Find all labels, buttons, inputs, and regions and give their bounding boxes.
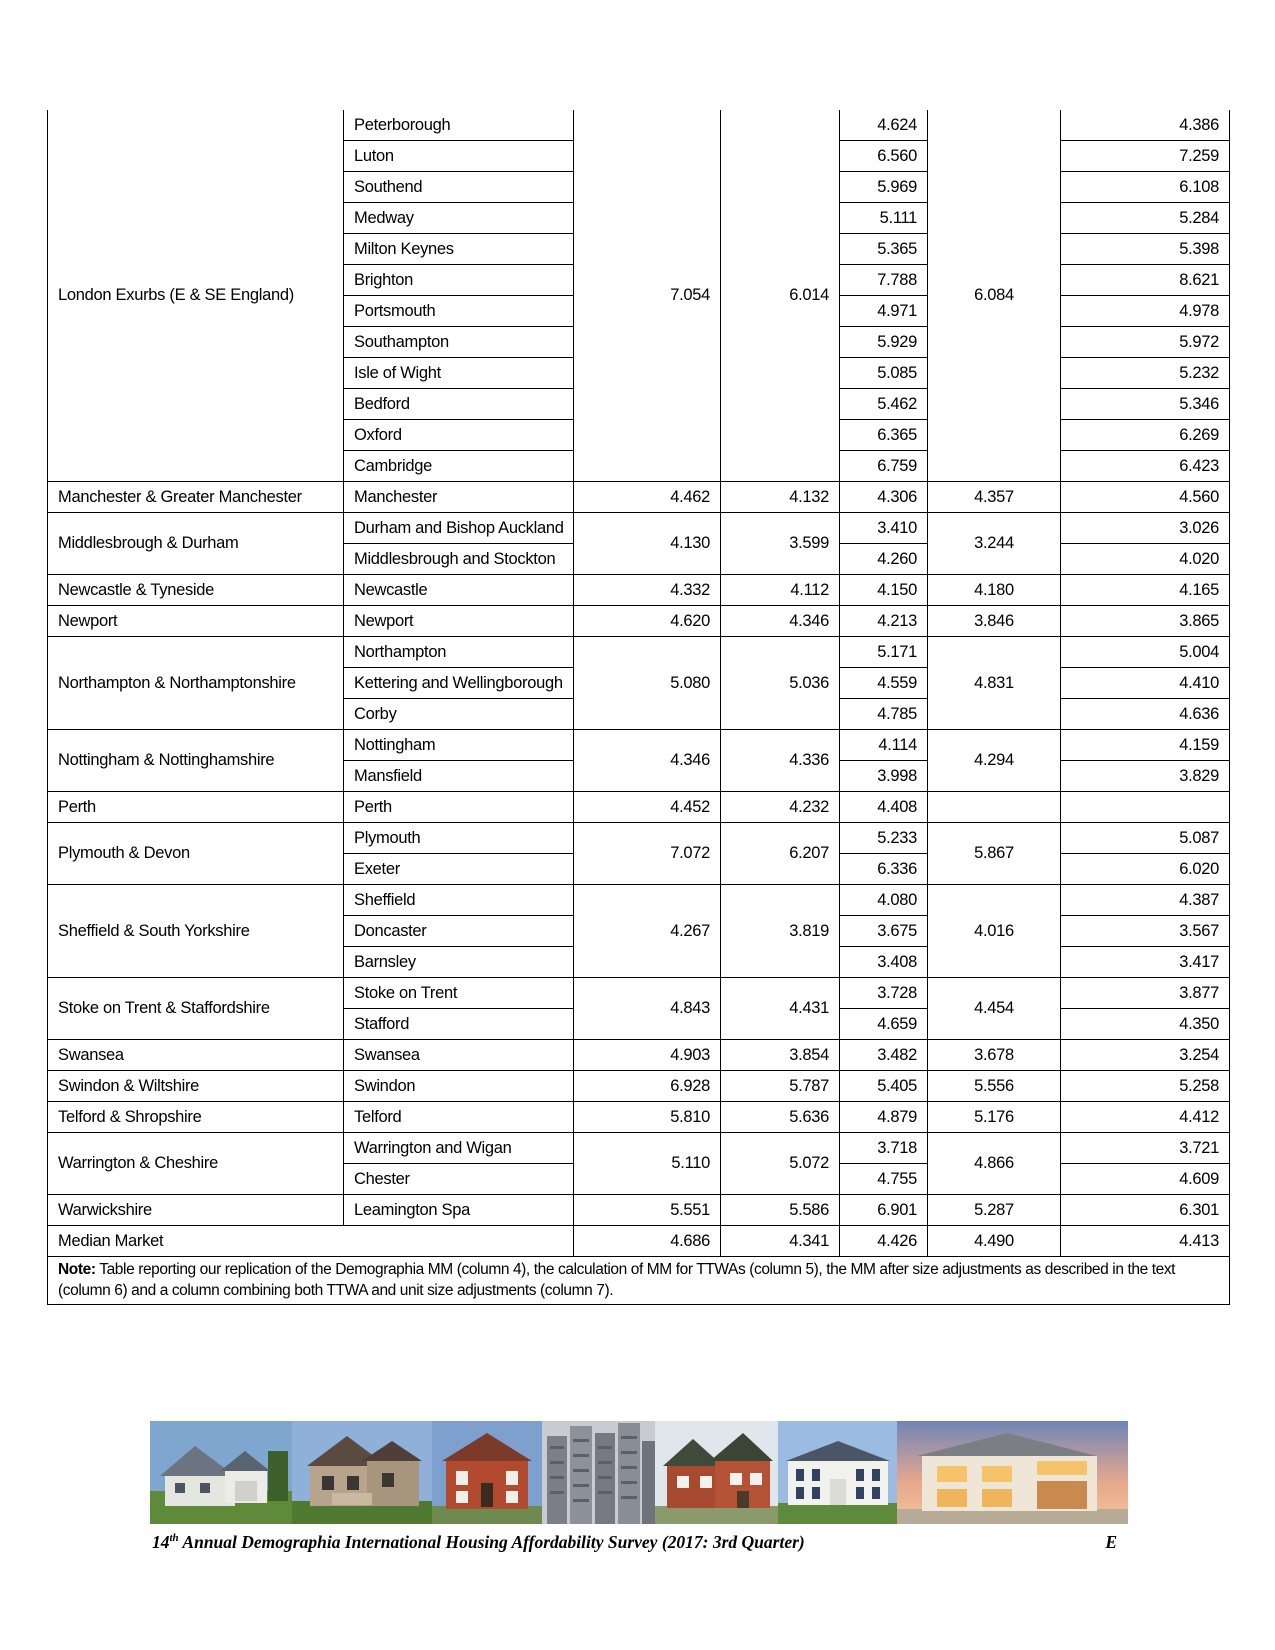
market-name-cell: Middlesbrough and Stockton (344, 544, 574, 575)
combined-adjusted-mm-cell: 4.386 (1061, 110, 1230, 141)
demographia-mm-cell: 6.928 (574, 1071, 721, 1102)
market-mm-cell: 6.336 (840, 854, 928, 885)
market-name-cell: Leamington Spa (344, 1195, 574, 1226)
ttwa-mm-cell: 3.599 (721, 513, 840, 575)
ttwa-mm-cell: 5.787 (721, 1071, 840, 1102)
market-mm-cell: 4.624 (840, 110, 928, 141)
market-mm-cell: 4.785 (840, 699, 928, 730)
table-row (48, 885, 1230, 916)
ttwa-mm-cell: 3.819 (721, 885, 840, 978)
demographia-mm-cell: 5.810 (574, 1102, 721, 1133)
demographia-mm-cell: 5.080 (574, 637, 721, 730)
market-name-cell: Kettering and Wellingborough (344, 668, 574, 699)
footer-survey-title (152, 1532, 805, 1553)
house-photo-stone-mansion (292, 1421, 432, 1524)
market-mm-cell: 6.759 (840, 451, 928, 482)
size-adjusted-mm-cell: 5.287 (928, 1195, 1061, 1226)
demographia-mm-cell: 4.332 (574, 575, 721, 606)
house-photo-brick-gables (655, 1421, 778, 1524)
table-row (48, 1040, 1230, 1071)
page-number: E (1105, 1532, 1117, 1552)
region-cell: Swindon & Wiltshire (48, 1071, 344, 1102)
table-row (48, 1102, 1230, 1133)
market-name-cell: Medway (344, 203, 574, 234)
market-name-cell: Mansfield (344, 761, 574, 792)
region-cell: Manchester & Greater Manchester (48, 482, 344, 513)
market-name-cell: Perth (344, 792, 574, 823)
market-name-cell: Durham and Bishop Auckland (344, 513, 574, 544)
combined-adjusted-mm-cell: 6.301 (1061, 1195, 1230, 1226)
combined-adjusted-mm-cell: 5.284 (1061, 203, 1230, 234)
table-row (48, 1133, 1230, 1164)
median-multiple-table (47, 110, 1230, 1305)
house-photo-apartment-towers (542, 1421, 655, 1524)
demographia-mm-cell: 5.110 (574, 1133, 721, 1195)
region-cell: Northampton & Northamptonshire (48, 637, 344, 730)
footer-title-text: Annual Demographia International Housing Affordability Survey (2017: 3rd Quarter) (178, 1532, 805, 1552)
size-adjusted-mm-cell: 3.678 (928, 1040, 1061, 1071)
ttwa-mm-cell: 5.072 (721, 1133, 840, 1195)
ttwa-mm-cell: 4.336 (721, 730, 840, 792)
combined-adjusted-mm-cell: 4.159 (1061, 730, 1230, 761)
market-name-cell: Isle of Wight (344, 358, 574, 389)
ttwa-mm-cell: 4.132 (721, 482, 840, 513)
market-name-cell: Milton Keynes (344, 234, 574, 265)
combined-adjusted-mm-cell: 3.567 (1061, 916, 1230, 947)
combined-adjusted-mm-cell: 5.398 (1061, 234, 1230, 265)
footer-title-number: 14 (152, 1532, 170, 1552)
table-row (48, 575, 1230, 606)
market-name-cell: Oxford (344, 420, 574, 451)
ttwa-mm-cell: 4.431 (721, 978, 840, 1040)
median-ttwa-cell: 4.341 (721, 1226, 840, 1257)
market-name-cell: Stafford (344, 1009, 574, 1040)
combined-adjusted-mm-cell (1061, 792, 1230, 823)
region-cell: Telford & Shropshire (48, 1102, 344, 1133)
region-cell: Warwickshire (48, 1195, 344, 1226)
region-cell: Middlesbrough & Durham (48, 513, 344, 575)
region-cell: Perth (48, 792, 344, 823)
market-mm-cell: 4.080 (840, 885, 928, 916)
size-adjusted-mm-cell: 3.244 (928, 513, 1061, 575)
region-cell: Stoke on Trent & Staffordshire (48, 978, 344, 1040)
market-mm-cell: 5.462 (840, 389, 928, 420)
house-photo-suburban (150, 1421, 292, 1524)
page-footer (152, 1532, 1117, 1558)
market-mm-cell: 5.929 (840, 327, 928, 358)
combined-adjusted-mm-cell: 6.108 (1061, 172, 1230, 203)
ttwa-mm-cell: 4.346 (721, 606, 840, 637)
table-note (48, 1257, 1230, 1305)
region-cell: London Exurbs (E & SE England) (48, 110, 344, 482)
table-row (48, 110, 1230, 141)
market-name-cell: Peterborough (344, 110, 574, 141)
market-name-cell: Manchester (344, 482, 574, 513)
market-mm-cell: 3.998 (840, 761, 928, 792)
size-adjusted-mm-cell: 4.866 (928, 1133, 1061, 1195)
combined-adjusted-mm-cell: 3.721 (1061, 1133, 1230, 1164)
market-name-cell: Southend (344, 172, 574, 203)
market-name-cell: Exeter (344, 854, 574, 885)
region-cell: Swansea (48, 1040, 344, 1071)
combined-adjusted-mm-cell: 7.259 (1061, 141, 1230, 172)
table-row (48, 823, 1230, 854)
region-cell: Warrington & Cheshire (48, 1133, 344, 1195)
market-name-cell: Swansea (344, 1040, 574, 1071)
market-name-cell: Stoke on Trent (344, 978, 574, 1009)
size-adjusted-mm-cell: 6.084 (928, 110, 1061, 482)
size-adjusted-mm-cell: 4.294 (928, 730, 1061, 792)
table-row (48, 978, 1230, 1009)
combined-adjusted-mm-cell: 3.829 (1061, 761, 1230, 792)
market-name-cell: Sheffield (344, 885, 574, 916)
market-name-cell: Plymouth (344, 823, 574, 854)
combined-adjusted-mm-cell: 8.621 (1061, 265, 1230, 296)
median-demographia-cell: 4.686 (574, 1226, 721, 1257)
demographia-mm-cell: 4.452 (574, 792, 721, 823)
region-cell: Newport (48, 606, 344, 637)
market-name-cell: Brighton (344, 265, 574, 296)
ttwa-mm-cell: 5.586 (721, 1195, 840, 1226)
size-adjusted-mm-cell: 4.454 (928, 978, 1061, 1040)
combined-adjusted-mm-cell: 6.423 (1061, 451, 1230, 482)
market-mm-cell: 5.111 (840, 203, 928, 234)
market-mm-cell: 4.213 (840, 606, 928, 637)
combined-adjusted-mm-cell: 4.165 (1061, 575, 1230, 606)
market-name-cell: Corby (344, 699, 574, 730)
market-mm-cell: 5.171 (840, 637, 928, 668)
house-photo-banner (150, 1421, 1128, 1524)
combined-adjusted-mm-cell: 3.877 (1061, 978, 1230, 1009)
combined-adjusted-mm-cell: 5.346 (1061, 389, 1230, 420)
market-name-cell: Portsmouth (344, 296, 574, 327)
market-mm-cell: 4.879 (840, 1102, 928, 1133)
ttwa-mm-cell: 5.036 (721, 637, 840, 730)
market-name-cell: Swindon (344, 1071, 574, 1102)
demographia-mm-cell: 5.551 (574, 1195, 721, 1226)
market-name-cell: Barnsley (344, 947, 574, 978)
market-mm-cell: 6.901 (840, 1195, 928, 1226)
table-row (48, 1195, 1230, 1226)
market-mm-cell: 3.718 (840, 1133, 928, 1164)
market-name-cell: Bedford (344, 389, 574, 420)
demographia-mm-cell: 7.054 (574, 110, 721, 482)
size-adjusted-mm-cell: 5.176 (928, 1102, 1061, 1133)
note-label: Note: (58, 1261, 96, 1278)
market-mm-cell: 3.410 (840, 513, 928, 544)
combined-adjusted-mm-cell: 4.387 (1061, 885, 1230, 916)
median-market-cell: 4.426 (840, 1226, 928, 1257)
ttwa-mm-cell: 4.232 (721, 792, 840, 823)
ttwa-mm-cell: 5.636 (721, 1102, 840, 1133)
demographia-mm-cell: 4.346 (574, 730, 721, 792)
table-row (48, 482, 1230, 513)
market-mm-cell: 5.085 (840, 358, 928, 389)
table-row (48, 637, 1230, 668)
combined-adjusted-mm-cell: 4.636 (1061, 699, 1230, 730)
combined-adjusted-mm-cell: 5.258 (1061, 1071, 1230, 1102)
size-adjusted-mm-cell (928, 792, 1061, 823)
combined-adjusted-mm-cell: 3.254 (1061, 1040, 1230, 1071)
combined-adjusted-mm-cell: 6.020 (1061, 854, 1230, 885)
median-size-adjusted-cell: 4.490 (928, 1226, 1061, 1257)
region-cell: Newcastle & Tyneside (48, 575, 344, 606)
demographia-mm-cell: 4.130 (574, 513, 721, 575)
combined-adjusted-mm-cell: 5.004 (1061, 637, 1230, 668)
note-row (48, 1257, 1230, 1305)
market-mm-cell: 4.260 (840, 544, 928, 575)
table-row (48, 513, 1230, 544)
ttwa-mm-cell: 4.112 (721, 575, 840, 606)
demographia-mm-cell: 4.267 (574, 885, 721, 978)
house-photo-modern-dusk (897, 1421, 1128, 1524)
affordability-table-container (47, 110, 1229, 1305)
size-adjusted-mm-cell: 5.867 (928, 823, 1061, 885)
market-mm-cell: 4.559 (840, 668, 928, 699)
combined-adjusted-mm-cell: 4.410 (1061, 668, 1230, 699)
median-row (48, 1226, 1230, 1257)
table-row (48, 792, 1230, 823)
size-adjusted-mm-cell: 4.831 (928, 637, 1061, 730)
combined-adjusted-mm-cell: 6.269 (1061, 420, 1230, 451)
market-mm-cell: 7.788 (840, 265, 928, 296)
size-adjusted-mm-cell: 4.357 (928, 482, 1061, 513)
market-name-cell: Chester (344, 1164, 574, 1195)
market-name-cell: Southampton (344, 327, 574, 358)
region-cell: Plymouth & Devon (48, 823, 344, 885)
market-mm-cell: 4.659 (840, 1009, 928, 1040)
market-mm-cell: 3.728 (840, 978, 928, 1009)
ttwa-mm-cell: 6.207 (721, 823, 840, 885)
market-name-cell: Nottingham (344, 730, 574, 761)
median-combined-cell: 4.413 (1061, 1226, 1230, 1257)
combined-adjusted-mm-cell: 3.865 (1061, 606, 1230, 637)
demographia-mm-cell: 7.072 (574, 823, 721, 885)
market-name-cell: Newport (344, 606, 574, 637)
demographia-mm-cell: 4.903 (574, 1040, 721, 1071)
combined-adjusted-mm-cell: 4.609 (1061, 1164, 1230, 1195)
combined-adjusted-mm-cell: 4.560 (1061, 482, 1230, 513)
median-label-cell: Median Market (48, 1226, 574, 1257)
ttwa-mm-cell: 6.014 (721, 110, 840, 482)
market-name-cell: Luton (344, 141, 574, 172)
market-mm-cell: 6.560 (840, 141, 928, 172)
market-name-cell: Northampton (344, 637, 574, 668)
market-mm-cell: 6.365 (840, 420, 928, 451)
table-row (48, 1071, 1230, 1102)
combined-adjusted-mm-cell: 4.412 (1061, 1102, 1230, 1133)
size-adjusted-mm-cell: 5.556 (928, 1071, 1061, 1102)
market-mm-cell: 4.971 (840, 296, 928, 327)
footer-title-ordinal: th (169, 1532, 179, 1545)
size-adjusted-mm-cell: 4.016 (928, 885, 1061, 978)
table-row (48, 606, 1230, 637)
demographia-mm-cell: 4.462 (574, 482, 721, 513)
note-text: Table reporting our replication of the Demographia MM (column 4), the calculation of MM for TTWAs (column 5), the MM after size adjustments as described in the text (column 6) and a column combining both TTWA and unit size adjustments (column 7). (58, 1261, 1176, 1299)
market-mm-cell: 3.482 (840, 1040, 928, 1071)
region-cell: Nottingham & Nottinghamshire (48, 730, 344, 792)
market-name-cell: Telford (344, 1102, 574, 1133)
table-row (48, 730, 1230, 761)
market-mm-cell: 3.675 (840, 916, 928, 947)
region-cell: Sheffield & South Yorkshire (48, 885, 344, 978)
demographia-mm-cell: 4.843 (574, 978, 721, 1040)
combined-adjusted-mm-cell: 5.972 (1061, 327, 1230, 358)
market-name-cell: Warrington and Wigan (344, 1133, 574, 1164)
market-mm-cell: 5.233 (840, 823, 928, 854)
market-mm-cell: 4.306 (840, 482, 928, 513)
house-photo-colonial (778, 1421, 897, 1524)
combined-adjusted-mm-cell: 4.020 (1061, 544, 1230, 575)
size-adjusted-mm-cell: 3.846 (928, 606, 1061, 637)
market-mm-cell: 4.150 (840, 575, 928, 606)
market-mm-cell: 5.969 (840, 172, 928, 203)
ttwa-mm-cell: 3.854 (721, 1040, 840, 1071)
combined-adjusted-mm-cell: 4.350 (1061, 1009, 1230, 1040)
market-name-cell: Newcastle (344, 575, 574, 606)
combined-adjusted-mm-cell: 5.232 (1061, 358, 1230, 389)
combined-adjusted-mm-cell: 4.978 (1061, 296, 1230, 327)
market-mm-cell: 4.755 (840, 1164, 928, 1195)
market-mm-cell: 5.405 (840, 1071, 928, 1102)
market-mm-cell: 5.365 (840, 234, 928, 265)
combined-adjusted-mm-cell: 3.026 (1061, 513, 1230, 544)
market-name-cell: Cambridge (344, 451, 574, 482)
combined-adjusted-mm-cell: 3.417 (1061, 947, 1230, 978)
market-mm-cell: 4.408 (840, 792, 928, 823)
market-mm-cell: 4.114 (840, 730, 928, 761)
market-name-cell: Doncaster (344, 916, 574, 947)
demographia-mm-cell: 4.620 (574, 606, 721, 637)
house-photo-red-brick (432, 1421, 542, 1524)
combined-adjusted-mm-cell: 5.087 (1061, 823, 1230, 854)
size-adjusted-mm-cell: 4.180 (928, 575, 1061, 606)
market-mm-cell: 3.408 (840, 947, 928, 978)
